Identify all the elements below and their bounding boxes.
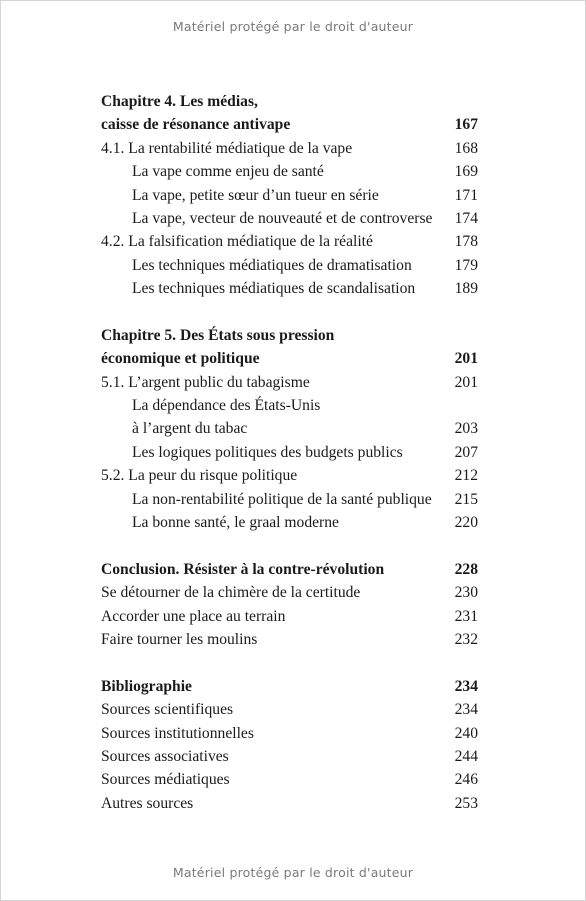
toc-entry-row <box>101 722 478 745</box>
toc-entry-title: La vape comme enjeu de santé <box>132 163 324 181</box>
toc-page-number: 171 <box>454 186 478 204</box>
toc-page-number: 228 <box>454 560 478 578</box>
toc-entry-row <box>101 581 478 604</box>
toc-entry-row <box>101 511 478 534</box>
toc-heading-row <box>101 675 478 698</box>
toc-entry-title: économique et politique <box>101 350 260 368</box>
toc-heading-row <box>101 347 478 370</box>
toc-entry-title: 4.2. La falsification médiatique de la réalité <box>101 233 373 251</box>
toc-page-number: 207 <box>454 443 478 461</box>
toc-heading-row <box>101 113 478 136</box>
toc-entry-title: La non-rentabilité politique de la santé publique <box>132 490 432 508</box>
section-gap <box>101 651 478 674</box>
toc-entry-row <box>101 371 478 394</box>
toc-page-number: 169 <box>454 163 478 181</box>
toc-entry-row <box>101 441 478 464</box>
toc-entry-title: 4.1. La rentabilité médiatique de la vape <box>101 139 353 157</box>
toc-heading-row <box>101 558 478 581</box>
toc-page-number: 174 <box>454 209 478 227</box>
toc-entry-row <box>101 698 478 721</box>
toc-entry-title: Chapitre 4. Les médias, <box>101 93 258 110</box>
toc-page-number: 215 <box>454 490 478 508</box>
toc-entry-row <box>101 394 478 417</box>
toc-entry-title: Les techniques médiatiques de dramatisation <box>132 256 412 274</box>
toc-entry-title: Sources institutionnelles <box>101 724 254 742</box>
toc-entry-title: Les logiques politiques des budgets publics <box>132 443 403 461</box>
toc-entry-title: 5.2. La peur du risque politique <box>101 467 298 485</box>
toc-page-number: 230 <box>454 584 478 602</box>
toc-entry-row <box>101 277 478 300</box>
toc-heading-row <box>101 324 478 347</box>
toc-entry-row <box>101 184 478 207</box>
toc-page-number: 234 <box>454 701 478 719</box>
toc-entry-row <box>101 605 478 628</box>
toc-entry-title: Se détourner de la chimère de la certitude <box>101 584 361 602</box>
toc-entry-row <box>101 488 478 511</box>
toc-entry-title: caisse de résonance antivape <box>101 116 291 134</box>
toc-entry-title: La vape, petite sœur d’un tueur en série <box>132 186 379 204</box>
toc-page-number: 168 <box>454 139 478 157</box>
toc-entry-row <box>101 792 478 815</box>
table-of-contents <box>101 90 478 815</box>
toc-page-number: 189 <box>454 280 478 298</box>
toc-heading-row <box>101 90 478 113</box>
toc-entry-title: Les techniques médiatiques de scandalisation <box>132 280 416 298</box>
toc-entry-row <box>101 160 478 183</box>
copyright-watermark-bottom: Matériel protégé par le droit d'auteur <box>172 865 414 880</box>
toc-page-number: 244 <box>454 747 478 765</box>
toc-entry-title: Conclusion. Résister à la contre-révolution <box>101 560 385 578</box>
toc-entry-row <box>101 417 478 440</box>
toc-entry-title: 5.1. L’argent public du tabagisme <box>101 373 310 391</box>
toc-entry-row <box>101 207 478 230</box>
toc-entry-row <box>101 137 478 160</box>
toc-page-number: 220 <box>454 514 478 532</box>
copyright-watermark-top: Matériel protégé par le droit d'auteur <box>172 19 414 34</box>
toc-entry-title: Sources médiatiques <box>101 771 230 789</box>
toc-entry-row <box>101 628 478 651</box>
toc-page-number: 234 <box>454 677 478 695</box>
toc-page-number: 178 <box>454 233 478 251</box>
toc-page-number: 203 <box>454 420 478 438</box>
toc-entry-title: Bibliographie <box>101 677 192 695</box>
toc-page-number: 179 <box>454 256 478 274</box>
toc-entry-row <box>101 464 478 487</box>
toc-entry-row <box>101 768 478 791</box>
toc-entry-title: Sources scientifiques <box>101 701 234 719</box>
toc-entry-title: La dépendance des États-Unis <box>132 397 321 415</box>
toc-page-number: 240 <box>454 724 478 742</box>
toc-entry-title: à l’argent du tabac <box>132 420 248 438</box>
toc-page-number: 232 <box>454 630 478 648</box>
toc-entry-title: Accorder une place au terrain <box>101 607 286 625</box>
toc-entry-row <box>101 745 478 768</box>
toc-entry-title: Chapitre 5. Des États sous pression <box>101 326 335 344</box>
toc-entry-title: La bonne santé, le graal moderne <box>132 514 339 532</box>
toc-entry-title: Sources associatives <box>101 747 229 765</box>
toc-page-number: 201 <box>454 350 478 368</box>
section-gap <box>101 534 478 557</box>
toc-page-number: 246 <box>454 771 478 789</box>
toc-entry-title: Autres sources <box>101 794 194 812</box>
toc-entry-title: La vape, vecteur de nouveauté et de controverse <box>132 209 433 227</box>
toc-entry-title: Faire tourner les moulins <box>101 630 258 648</box>
toc-page-number: 212 <box>454 467 478 485</box>
section-gap <box>101 301 478 324</box>
toc-entry-row <box>101 254 478 277</box>
toc-page-number: 201 <box>454 373 478 391</box>
toc-page-number: 167 <box>454 116 478 134</box>
toc-entry-row <box>101 230 478 253</box>
toc-page-number: 253 <box>454 794 478 812</box>
toc-page-number: 231 <box>454 607 478 625</box>
